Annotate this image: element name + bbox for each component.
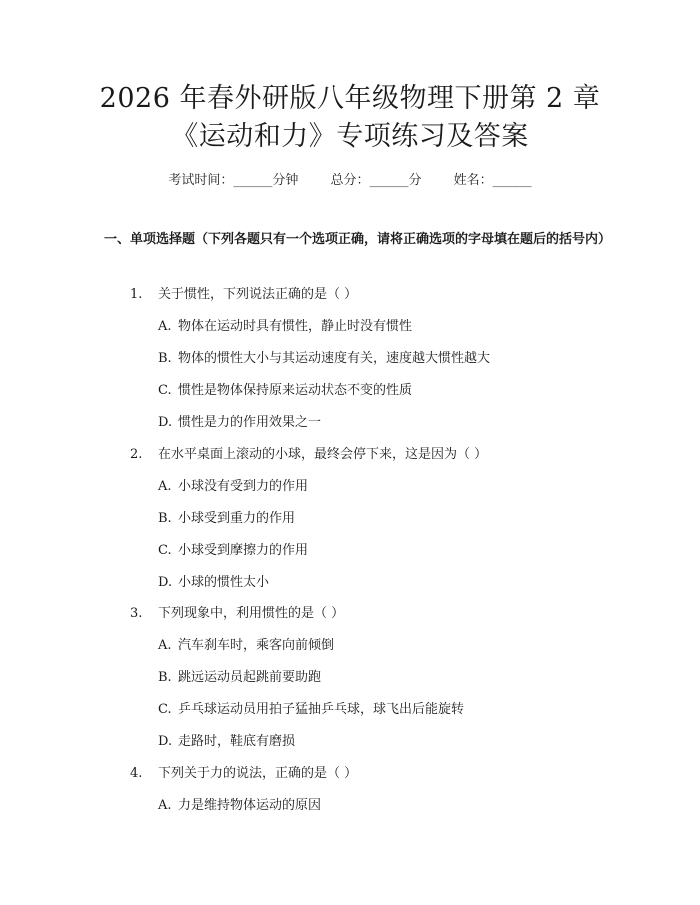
option-letter: C. (158, 383, 172, 398)
option-text: 小球受到重力的作用 (178, 511, 296, 526)
exam-time-label: 考试时间：______分钟 (168, 173, 299, 188)
section-heading: 一、单项选择题（下列各题只有一个选项正确，请将正确选项的字母填在题后的括号内） (104, 232, 612, 247)
option-letter: A. (158, 798, 172, 813)
option-text: 物体的惯性大小与其运动速度有关，速度越大惯性越大 (178, 351, 491, 366)
option-letter: D. (158, 575, 173, 590)
option-letter: B. (158, 511, 172, 526)
option-text: 汽车刹车时，乘客向前倾倒 (178, 638, 335, 653)
option-text: 力是维持物体运动的原因 (178, 798, 322, 813)
option-letter: B. (158, 670, 172, 685)
question-3-option-b (158, 666, 321, 685)
question-4 (130, 762, 357, 781)
option-text: 走路时，鞋底有磨损 (178, 734, 296, 749)
question-number: 3. (130, 606, 143, 621)
question-text: 下列关于力的说法，正确的是（ ） (158, 766, 358, 781)
question-number: 1. (130, 287, 143, 302)
question-1-option-b (158, 347, 490, 366)
question-3-option-c (158, 698, 464, 717)
question-text: 在水平桌面上滚动的小球，最终会停下来，这是因为（ ） (158, 447, 488, 462)
option-letter: C. (158, 543, 172, 558)
option-text: 乒乓球运动员用拍子猛抽乒乓球，球飞出后能旋转 (178, 702, 465, 717)
question-3-option-d (158, 730, 295, 749)
total-score-label: 总分：______分 (330, 173, 422, 188)
question-3-option-a (158, 634, 334, 653)
question-1 (130, 283, 357, 302)
option-text: 惯性是力的作用效果之一 (178, 415, 322, 430)
question-text: 关于惯性，下列说法正确的是（ ） (158, 287, 358, 302)
option-letter: C. (158, 702, 172, 717)
option-text: 小球的惯性太小 (178, 575, 270, 590)
option-letter: D. (158, 415, 173, 430)
question-1-option-a (158, 315, 412, 334)
option-text: 小球受到摩擦力的作用 (178, 543, 309, 558)
question-number: 2. (130, 447, 143, 462)
option-text: 跳远运动员起跳前要助跑 (178, 670, 322, 685)
question-1-option-d (158, 411, 321, 430)
question-2-option-d (158, 571, 269, 590)
option-text: 物体在运动时具有惯性，静止时没有惯性 (178, 319, 413, 334)
question-2-option-a (158, 475, 308, 494)
question-text: 下列现象中，利用惯性的是（ ） (158, 606, 345, 621)
question-4-option-a (158, 794, 321, 813)
option-letter: D. (158, 734, 173, 749)
student-name-label: 姓名：______ (453, 173, 532, 188)
question-2 (130, 443, 487, 462)
option-text: 惯性是物体保持原来运动状态不变的性质 (178, 383, 413, 398)
document-title: 2026 年春外研版八年级物理下册第 2 章《运动和力》专项练习及答案 (99, 83, 601, 152)
question-1-option-c (158, 379, 412, 398)
exam-info-line (0, 169, 700, 188)
question-number: 4. (130, 766, 143, 781)
option-letter: A. (158, 479, 172, 494)
option-letter: A. (158, 638, 172, 653)
question-2-option-b (158, 507, 295, 526)
option-text: 小球没有受到力的作用 (178, 479, 309, 494)
option-letter: B. (158, 351, 172, 366)
question-3 (130, 602, 344, 621)
question-2-option-c (158, 539, 308, 558)
option-letter: A. (158, 319, 172, 334)
